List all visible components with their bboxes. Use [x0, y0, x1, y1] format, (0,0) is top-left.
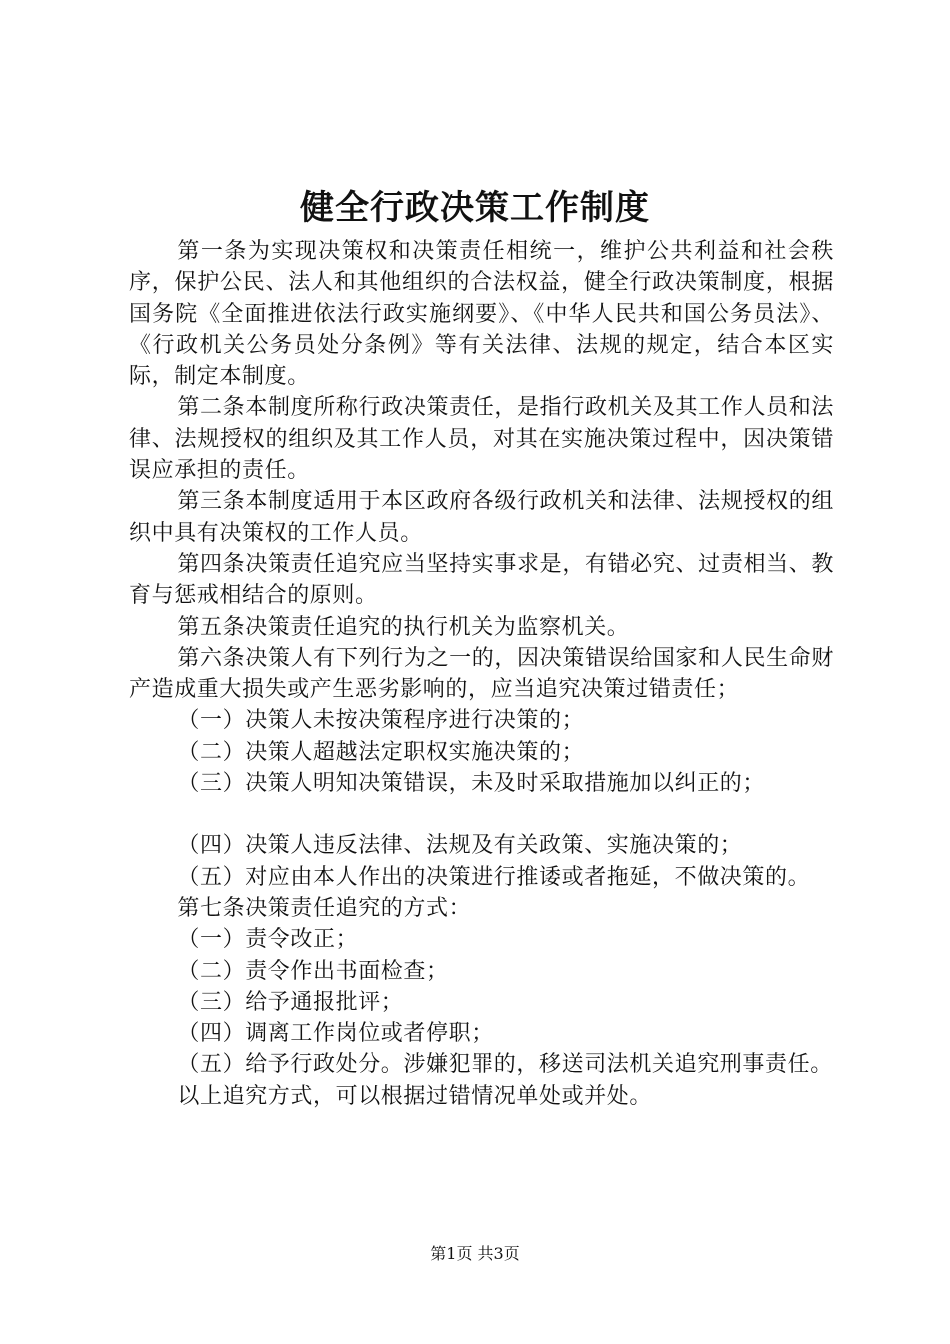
- document-body: [129, 236, 834, 1112]
- paragraph-article-1: 第一条为实现决策权和决策责任相统一，维护公共利益和社会秩序，保护公民、法人和其他组织的合法权益，健全行政决策制度，根据国务院《全面推进依法行政实施纲要》、《中华人民共和国公务员法》、《行政机关公务员处分条例》等有关法律、法规的规定，结合本区实际，制定本制度。: [129, 239, 834, 390]
- list-item-6-3: （三）决策人明知决策错误，未及时采取措施加以纠正的；: [177, 771, 765, 797]
- list-item-7-3: （三）给予通报批评；: [177, 989, 404, 1015]
- paragraph-article-3: 第三条本制度适用于本区政府各级行政机关和法律、法规授权的组织中具有决策权的工作人员。: [129, 489, 834, 546]
- list-item-6-4: （四）决策人违反法律、法规及有关政策、实施决策的；: [177, 833, 743, 859]
- paragraph-closing: 以上追究方式，可以根据过错情况单处或并处。: [177, 1083, 652, 1109]
- list-item-6-2: （二）决策人超越法定职权实施决策的；: [177, 739, 585, 765]
- paragraph-article-6: 第六条决策人有下列行为之一的，因决策错误给国家和人民生命财产造成重大损失或产生恶劣影响的，应当追究决策过错责任；: [129, 645, 834, 703]
- list-item-6-5: （五）对应由本人作出的决策进行推诿或者拖延，不做决策的。: [177, 864, 811, 890]
- list-item-7-5: （五）给予行政处分。涉嫌犯罪的，移送司法机关追究刑事责任。: [177, 1052, 833, 1078]
- document-title: 健全行政决策工作制度: [300, 188, 650, 228]
- list-item-7-4: （四）调离工作岗位或者停职；: [177, 1021, 494, 1047]
- paragraph-article-4: 第四条决策责任追究应当坚持实事求是，有错必究、过责相当、教育与惩戒相结合的原则。: [129, 551, 834, 609]
- paragraph-article-5: 第五条决策责任追究的执行机关为监察机关。: [177, 614, 630, 640]
- paragraph-article-2: 第二条本制度所称行政决策责任，是指行政机关及其工作人员和法律、法规授权的组织及其工作人员，对其在实施决策过程中，因决策错误应承担的责任。: [129, 395, 834, 484]
- paragraph-article-7: 第七条决策责任追究的方式：: [177, 895, 472, 921]
- list-item-6-1: （一）决策人未按决策程序进行决策的；: [177, 708, 585, 734]
- list-item-7-1: （一）责令改正；: [177, 927, 359, 953]
- page-number-footer: 第1页 共3页: [430, 1244, 520, 1263]
- list-item-7-2: （二）责令作出书面检查；: [177, 958, 449, 984]
